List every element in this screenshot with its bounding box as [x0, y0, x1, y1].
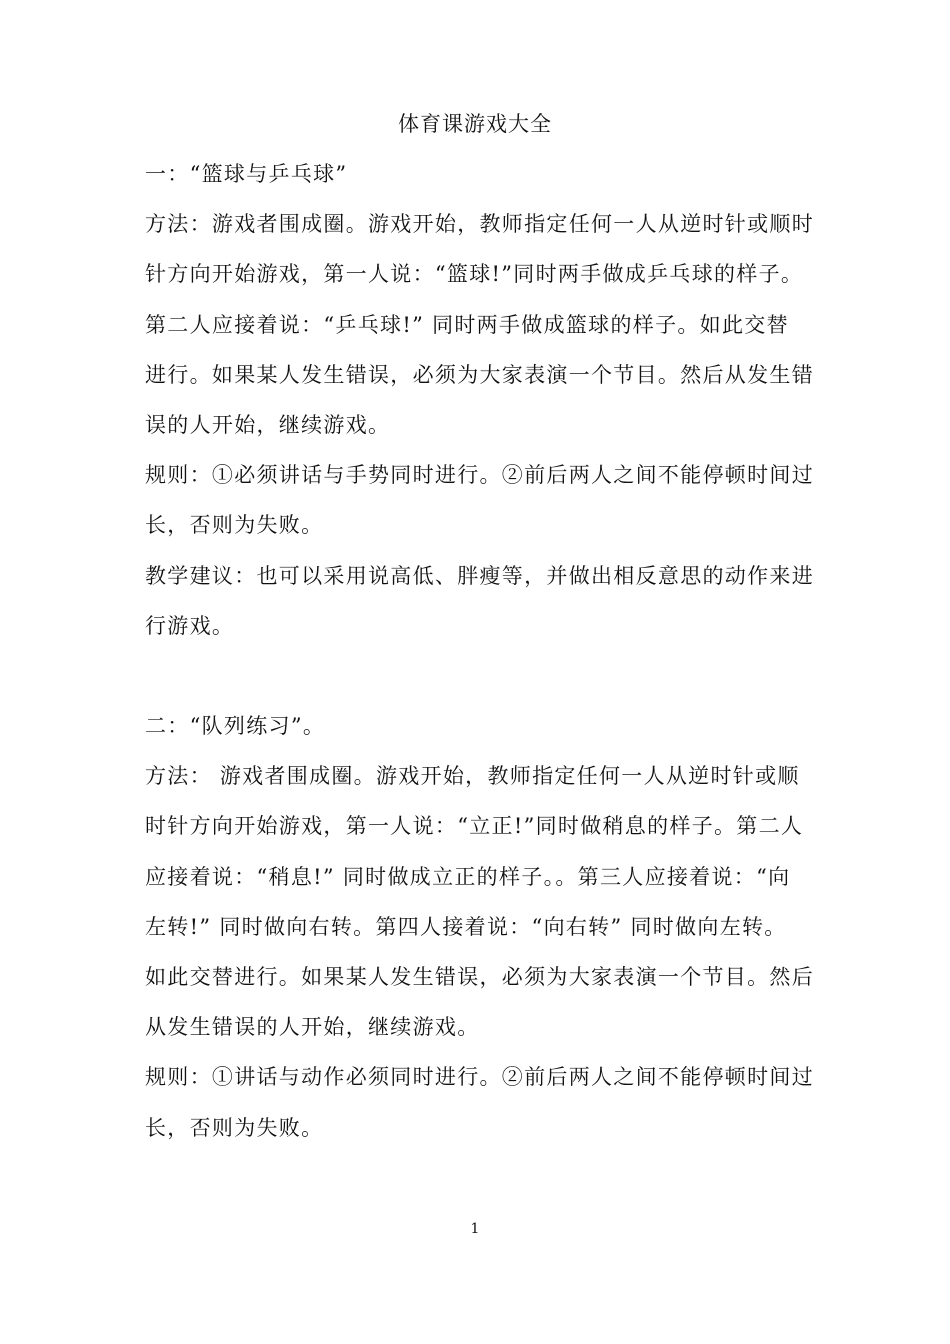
paragraph-line: 行游戏。: [145, 613, 235, 638]
paragraph-line: 规则：①必须讲话与手势同时进行。②前后两人之间不能停顿时间过: [145, 463, 814, 488]
paragraph-line: 规则：①讲话与动作必须同时进行。②前后两人之间不能停顿时间过: [145, 1065, 814, 1090]
paragraph-line: 长，否则为失败。: [145, 513, 324, 538]
section-heading: 一：“篮球与乒乓球”: [145, 162, 348, 186]
section-heading: 二：“队列练习”。: [145, 714, 326, 739]
paragraph-line: 时针方向开始游戏，第一人说：“立正!”同时做稍息的样子。第二人: [145, 814, 804, 839]
paragraph-line: 左转!” 同时做向右转。第四人接着说：“向右转” 同时做向左转。: [145, 914, 787, 939]
section-spacer: [145, 651, 825, 701]
paragraph-line: 第二人应接着说：“乒乓球!” 同时两手做成篮球的样子。如此交替: [145, 312, 789, 337]
paragraph-line: 长，否则为失败。: [145, 1115, 324, 1140]
document-body: [145, 149, 825, 1153]
paragraph-line: 从发生错误的人开始，继续游戏。: [145, 1015, 480, 1040]
paragraph-line: 教学建议：也可以采用说高低、胖瘦等，并做出相反意思的动作来进: [145, 563, 814, 588]
paragraph-line: 进行。如果某人发生错误，必须为大家表演一个节目。然后从发生错: [145, 362, 814, 387]
paragraph-line: 误的人开始，继续游戏。: [145, 412, 391, 437]
page-title: 体育课游戏大全: [398, 112, 552, 136]
paragraph-line: 如此交替进行。如果某人发生错误，必须为大家表演一个节目。然后: [145, 965, 814, 989]
paragraph-line: 方法：游戏者围成圈。游戏开始，教师指定任何一人从逆时针或顺时: [145, 212, 814, 237]
paragraph-line: 应接着说：“稍息!” 同时做成立正的样子。。第三人应接着说：“向: [145, 864, 791, 889]
paragraph-line: 针方向开始游戏，第一人说：“篮球!”同时两手做成乒乓球的样子。: [145, 262, 804, 287]
page-number: 1: [470, 1221, 480, 1237]
paragraph-line: 方法： 游戏者围成圈。游戏开始，教师指定任何一人从逆时针或顺: [145, 764, 800, 789]
